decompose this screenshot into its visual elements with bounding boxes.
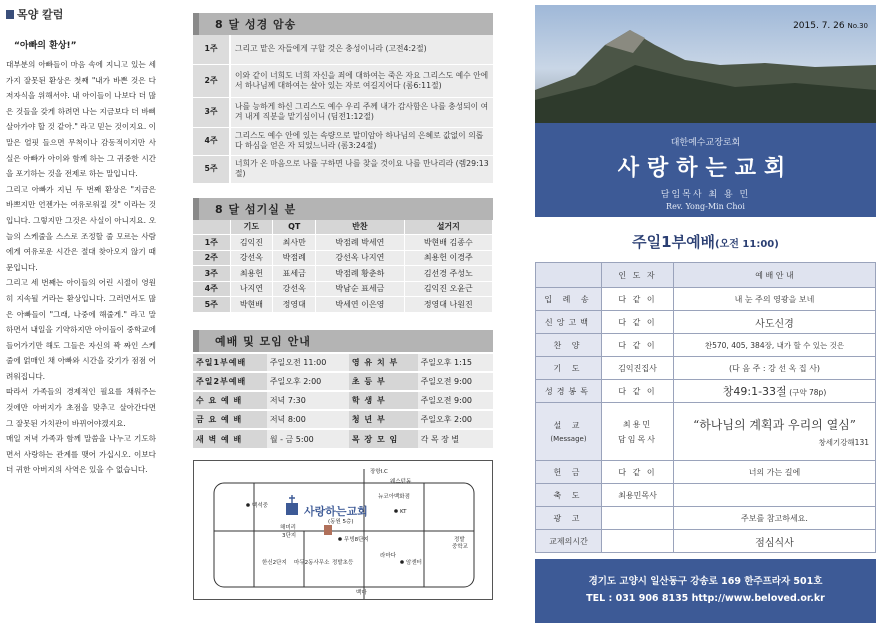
table-row: 금 요 예 배 저녁 8:00 청 년 부 주일오후 2:00 xyxy=(193,410,493,429)
map-label-elementary: 정발초등 xyxy=(332,560,354,566)
church-contact: TEL : 031 906 8135 http://www.beloved.or.kr xyxy=(586,593,825,604)
map-label-amsenter: 암센터 xyxy=(406,560,422,566)
table-row: 4주 그리스도 예수 안에 있는 속량으로 말미암아 하나님의 은혜로 값없이 의롭다 하심을 얻은 자 되었느니라 (롬3:24절) xyxy=(193,127,493,155)
meetings-table xyxy=(193,352,493,448)
map-label-ic: 장항I.C xyxy=(370,469,388,475)
table-row: 5주 박현배 정영대 박세연 이은영 정영대 나원진 xyxy=(193,297,493,313)
map-drawing xyxy=(194,461,492,599)
table-row: 설 교 (Message) 최용민 담임목사 “하나님의 계획과 우리의 열심” 창세기강해131 xyxy=(536,403,876,461)
church-banner xyxy=(535,123,876,217)
map-label-jeongbal: 정발 xyxy=(454,537,465,543)
table-row: 2주 강선옥 박점례 강선옥 나지연 최용헌 이경주 xyxy=(193,250,493,266)
map-label-church-sub: (동원 5층) xyxy=(328,519,354,525)
table-row: 헌 금 다 같 이 너의 가는 길에 xyxy=(536,461,876,484)
table-header-row: 기도 QT 반찬 설거지 xyxy=(193,220,493,235)
table-row: 새 벽 예 배 월 - 금 5:00 목 장 모 임 각 목 장 별 xyxy=(193,429,493,448)
square-icon xyxy=(6,10,14,19)
pastoral-column xyxy=(6,6,156,618)
church-footer xyxy=(535,559,876,623)
map-label-church: 사랑하는교회 xyxy=(304,505,368,518)
column-paragraph: 그리고 세 번째는 아이들의 어린 시절이 영원히 지속될 거라는 환상입니다. 그러면서도 많은 아빠들이 "그래, 나중에 해줄게." 라고 말하면서 내일을 기약하지만 아이들이 중학교에 들어가기만 해도 그들은 자신의 꽉 짜인 스케줄에 얽매인 채 아빠와 시간을 갖기가 점점 어려워집니다. xyxy=(6,278,156,381)
table-row: 2주 이와 같이 너희도 너희 자신을 죄에 대하여는 죽은 자요 그리스도 예수 안에서 하나님께 대하여는 살아 있는 자로 여길지어다 (롬6:11절) xyxy=(193,64,493,97)
cover-photo xyxy=(535,5,876,217)
map-roads xyxy=(214,469,474,599)
denomination: 대한예수교장로회 xyxy=(670,138,741,148)
table-row: 3주 최용헌 표세금 박점례 황춘하 김선경 주성노 xyxy=(193,266,493,282)
map-label-jeongbal2: 중학교 xyxy=(452,544,468,550)
table-row: 주일2부예배 주일오후 2:00 초 등 부 주일오전 9:00 xyxy=(193,372,493,391)
table-row: 5주 너희가 온 마음으로 나를 구하면 나를 찾을 것이요 나를 만나리라 (렘29:13절) xyxy=(193,155,493,183)
table-row: 4주 나지연 강선옥 박남순 표세금 김익진 오윤근 xyxy=(193,281,493,297)
table-row: 입 례 송 다 같 이 내 눈 주의 영광을 보네 xyxy=(536,288,876,311)
table-header-row: 인 도 자 예 배 안 내 xyxy=(536,263,876,288)
pastor-name: 담임목사 최 용 민 xyxy=(660,190,751,200)
table-row: 기 도 김익진집사 (다 음 주 : 강 선 옥 집 사) xyxy=(536,357,876,380)
table-row: 수 요 예 배 저녁 7:30 학 생 부 주일오전 9:00 xyxy=(193,391,493,410)
meetings-header: 예배 및 모임 안내 xyxy=(193,330,493,352)
map-dot-icon xyxy=(246,503,250,507)
column-paragraph: 그리고 아빠가 지닌 두 번째 환상은 "지금은 바쁘지만 언젠가는 여유로워질 것" 이라는 것 입니다. 그렇지만 그것은 사실이 아니지요. 오늘의 스케줄을 스스로 조정할 줄 모르는 사람에게 여유로운 시간은 절대 찾아오지 않기 때문입니다. xyxy=(6,184,156,272)
map-label-hansin: 한신2단지 xyxy=(262,560,287,566)
location-map xyxy=(193,460,493,600)
worship-title: 주일1부예배(오전 11:00) xyxy=(632,233,779,251)
map-label-hemiri: 해미리 xyxy=(280,525,296,531)
map-outer-road xyxy=(214,483,474,587)
map-label-danji3: 3단지 xyxy=(282,533,297,539)
church-address: 경기도 고양시 일산동구 강송로 169 한주프라자 501호 xyxy=(588,576,823,587)
column-paragraph: 매일 저녁 가족과 함께 말씀을 나누고 기도하면서 사랑하는 관계를 맺어 가십시오. 이보다 더 귀한 아버지의 사역은 있을 수 없습니다. xyxy=(6,434,156,475)
pastor-name-en: Rev. Yong-Min Choi xyxy=(666,202,745,211)
map-dot-icon xyxy=(394,509,398,513)
memory-verse-table xyxy=(193,35,493,184)
duty-table xyxy=(193,220,493,313)
map-label-muno: 무빙8단지 xyxy=(344,537,369,543)
table-row: 3주 나를 능하게 하신 그리스도 예수 우리 주께 내가 감사함은 나를 충성되이 여겨 내게 직분을 맡기심이니 (딤전1:12절) xyxy=(193,97,493,127)
table-row: 1주 그리고 맡은 자들에게 구할 것은 충성이니라 (고전4:2절) xyxy=(193,35,493,64)
info-column xyxy=(193,13,493,600)
table-row: 교제의시간 점심식사 xyxy=(536,530,876,553)
table-row: 1주 김익진 최사만 박점례 박세연 박현배 김종수 xyxy=(193,235,493,251)
table-row: 신앙고백 다 같 이 사도신경 xyxy=(536,311,876,334)
map-dot-icon xyxy=(400,560,404,564)
map-label-westdom: 웨스턴돔 xyxy=(390,479,412,485)
map-label-baekseok: 백석중 xyxy=(252,503,268,509)
column-body xyxy=(6,57,156,478)
column-title: 목양 칼럼 xyxy=(6,6,156,22)
bulletin-date: 2015. 7. 26 No.30 xyxy=(793,21,868,31)
table-row: 주일1부예배 주일오전 11:00 영 유 치 부 주일오후 1:15 xyxy=(193,353,493,372)
table-row: 찬 양 다 같 이 찬570, 405, 384장, 내가 할 수 있는 것은 xyxy=(536,334,876,357)
bulletin-front xyxy=(535,5,876,623)
worship-order-table xyxy=(535,262,876,553)
map-label-newcore: 뉴코아백화점 xyxy=(378,494,410,500)
duty-header: 8 달 섬기실 분 xyxy=(193,198,493,220)
table-row: 성경봉독 다 같 이 창49:1-33절 (구약 78p) xyxy=(536,380,876,403)
table-row: 광 고 주보를 참고하세요. xyxy=(536,507,876,530)
memory-verse-header: 8 달 성경 암송 xyxy=(193,13,493,35)
map-dot-icon xyxy=(338,537,342,541)
column-paragraph: 따라서 가족들의 경제적인 필요를 채워주는 것에만 아버지가 초점을 맞추고 살아간다면 그 잘못된 가치관이 바뀌어야겠지요. xyxy=(6,387,156,428)
column-paragraph: 대부분의 아빠들이 마음 속에 지니고 있는 세 가지 잘못된 환상은 첫째 "내가 바쁜 것은 다 저자식을 위해서야. 내 아이들이 나보다 더 많은 것들을 갖게 하려면 나는 지금보다 더 바삐 살아가야 할 것 같아." 라고 믿는 것이지요. 이 말은 얼핏 들으면 무척이나 감동적이지만 사실은 아빠가 아이와 함께 하는 그 귀중한 시간을 포기하는 것을 전제로 하는 말입니다. xyxy=(6,60,156,179)
column-subtitle: “아빠의 환상!” xyxy=(14,41,77,51)
map-label-ramada: 라마다 xyxy=(380,553,396,559)
church-name: 사랑하는교회 xyxy=(617,156,794,181)
map-label-baekma: 백마 xyxy=(356,590,367,596)
map-label-eduoffice: 마두2동사무소 xyxy=(294,560,330,566)
map-label-kt: KT xyxy=(400,509,407,515)
table-row: 축 도 최용민목사 xyxy=(536,484,876,507)
